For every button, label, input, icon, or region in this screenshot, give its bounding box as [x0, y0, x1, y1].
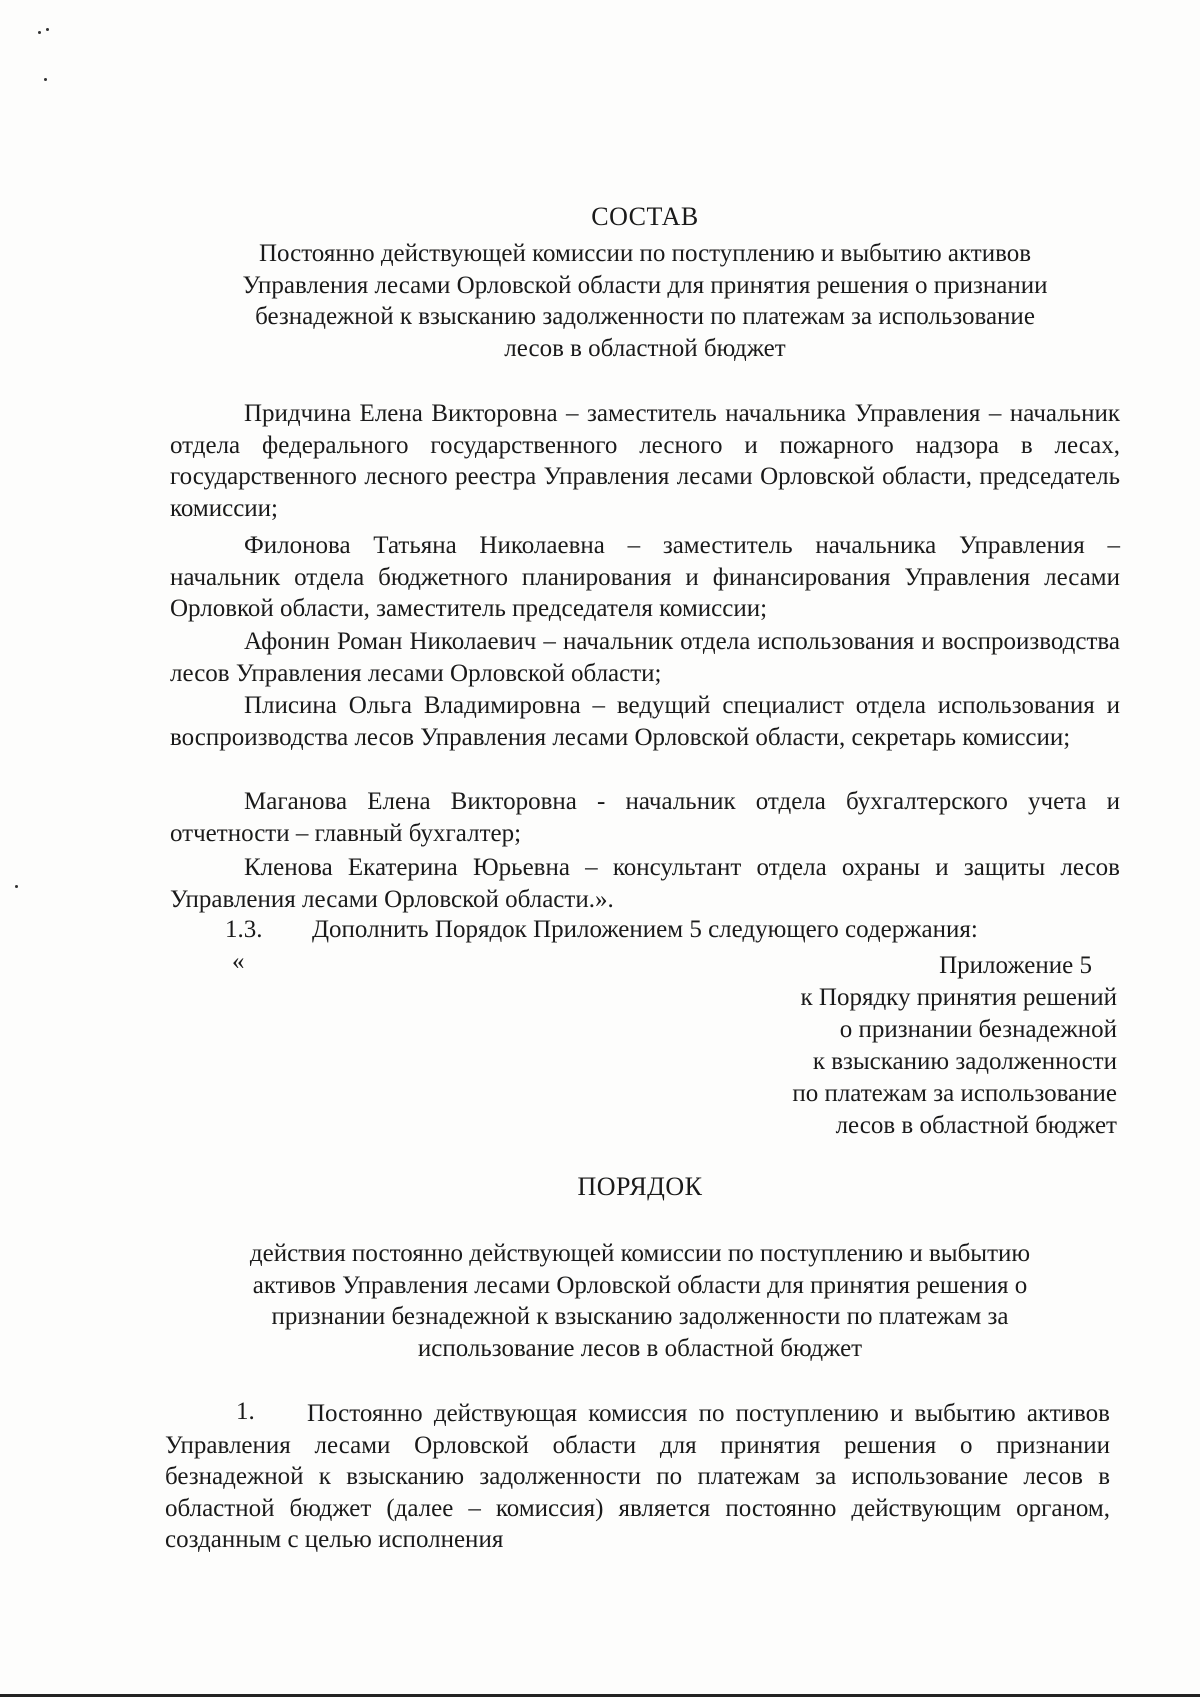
poryadok-subtitle-line: использование лесов в областной бюджет	[417, 1334, 863, 1362]
scan-speck	[46, 28, 49, 31]
clause-paragraph: Постоянно действующая комиссия по поступлению и выбытию активов Управления лесами Орловской области для принятия решения о признании безнадежной к взысканию задолженности по платежам за использование лесов в областной бюджет (далее – комиссия) является постоянно действующим органом, созданным с целью исполнения	[165, 1400, 1110, 1553]
sostav-title: СОСТАВ	[591, 202, 699, 231]
scan-speck	[38, 31, 41, 34]
appendix-line: Приложение 5	[939, 952, 1092, 979]
member-paragraph: Маганова Елена Викторовна - начальник отдела бухгалтерского учета и отчетности – главный бухгалтер;	[170, 788, 1120, 847]
member-paragraph: Плисина Ольга Владимировна – ведущий специалист отдела использования и воспроизводства лесов Управления лесами Орловской области, секретарь комиссии;	[170, 692, 1120, 751]
member-paragraph: Афонин Роман Николаевич – начальник отдела использования и воспроизводства лесов Управления лесами Орловской области;	[170, 628, 1120, 687]
poryadok-subtitle-line: признании безнадежной к взысканию задолженности по платежам за	[271, 1303, 1009, 1330]
clause-number: 1.3.	[225, 916, 263, 943]
scan-speck	[44, 78, 47, 81]
member-paragraph: Кленова Екатерина Юрьевна – консультант отдела охраны и защиты лесов Управления лесами Орловской области.».	[170, 854, 1120, 913]
appendix-line: о признании безнадежной	[839, 1016, 1117, 1043]
sostav-subtitle-line: безнадежной к взысканию задолженности по платежам за использование	[255, 303, 1035, 330]
poryadok-title: ПОРЯДОК	[577, 1172, 703, 1201]
member-paragraph: Придчина Елена Викторовна – заместитель начальника Управления – начальник отдела федерального государственного лесного и пожарного надзора в лесах, государственного лесного реестра Управления лесами Орловской области, председатель комиссии;	[170, 400, 1120, 522]
poryadok-subtitle-line: активов Управления лесами Орловской области для принятия решения о	[252, 1271, 1028, 1299]
sostav-subtitle-line: лесов в областной бюджет	[504, 334, 786, 362]
sostav-subtitle	[150, 238, 1140, 364]
appendix-line: лесов в областной бюджет	[835, 1112, 1117, 1139]
appendix-header	[700, 950, 1117, 1142]
member-paragraph: Филонова Татьяна Николаевна – заместитель начальника Управления – начальник отдела бюджетного планирования и финансирования Управления лесами Орловкой области, заместитель председателя комиссии;	[170, 532, 1120, 622]
clause-number: 1.	[236, 1398, 255, 1425]
appendix-line: к Порядку принятия решений	[800, 984, 1117, 1011]
appendix-line: по платежам за использование	[792, 1080, 1117, 1107]
clause-text: Дополнить Порядок Приложением 5 следующего содержания:	[312, 916, 978, 943]
poryadok-subtitle-line: действия постоянно действующей комиссии по поступлению и выбытию	[249, 1240, 1031, 1267]
sostav-subtitle-line: Управления лесами Орловской области для принятия решения о признании	[242, 271, 1048, 299]
scan-speck	[15, 885, 18, 888]
poryadok-subtitle	[150, 1238, 1130, 1364]
appendix-line: к взысканию задолженности	[812, 1048, 1117, 1075]
sostav-subtitle-line: Постоянно действующей комиссии по поступлению и выбытию активов	[258, 240, 1032, 267]
open-quote: «	[232, 948, 245, 975]
